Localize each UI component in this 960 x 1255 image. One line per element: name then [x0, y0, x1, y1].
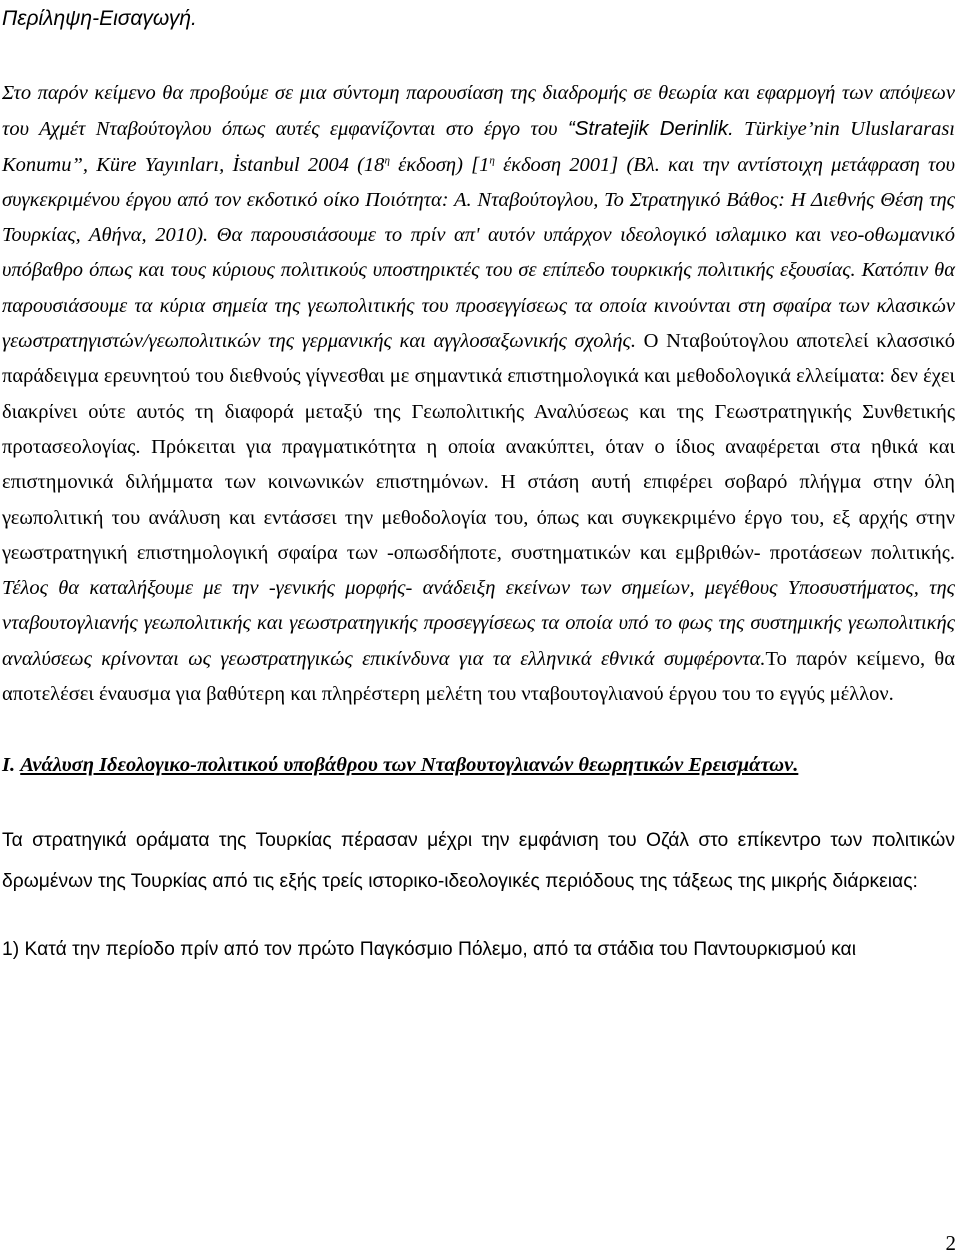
document-page — [2, 0, 955, 965]
intro-sentence-8: Το παρόν κείμενο, θα αποτελέσει έναυσμα για βαθύτερη και πληρέστερη μελέτη του νταβουτογλιανού έργου του το εγγύς μέλλον. — [2, 647, 955, 706]
page-title: Περίληψη-Εισαγωγή. — [2, 7, 197, 30]
intro-sentence-7: Τέλος θα καταλήξουμε με την -γενικής μορφής- ανάδειξη εκείνων των σημείων, μεγέθους Υποσυστήματος, της νταβουτογλιανής γεωπολιτικής και γεωστρατηγικής προσεγγίσεως τα οποία υπό το φως της συστημικής γεωπολιτικής αναλύσεως κρίνονται ως γεωστρατηγικώς επικίνδυνα για τα ελληνικά εθνικά συμφέροντα. — [2, 577, 955, 670]
intro-sentence-2: Θα παρουσιάσουμε το πρίν απ' αυτόν υπάρχον ιδεολογικό ισλαμικο και νεο-οθωμανικό υπόβαθρο όπως και τους κύριους πολιτικούς υποστηρικτές του σε επίπεδο τουρκικής πολιτικής εξουσίας. — [2, 224, 955, 282]
intro-paragraph — [2, 76, 955, 712]
intro-sentence-5: Πρόκειται για πραγματικότητα η οποία ανακύπτει, όταν ο ίδιος αναφέρεται στα ηθικά και επιστημονικά διλήμματα των κοινωνικών επιστημόνων. — [2, 435, 955, 494]
intro-sentence-1: Στο παρόν κείμενο θα προβούμε σε μια σύντομη παρουσίαση της διαδρομής σε θεωρία και εφαρμογή των απόψεων του Αχμέτ Νταβούτογλου όπως αυτές εμφανίζονται στο έργο του — [2, 82, 955, 141]
section-number: I. — [2, 754, 16, 777]
section-title: Ανάλυση Ιδεολογικο-πολιτικού υποβάθρου των Νταβουτογλιανών θεωρητικών Ερεισμάτων. — [20, 754, 799, 777]
intro-sentence-6: Η στάση αυτή επιφέρει σοβαρό πλήγμα στην όλη γεωπολιτική του ανάλυση και εντάσσει την μεθοδολογία του, όπως και συγκεκριμένο έργο του, εξ αρχής στην γεωστρατηγική επιστημολογική σφαίρα των -οπωσδήποτε, συστηματικών και εμβριθών- προτάσεων πολιτικής. — [2, 471, 955, 564]
book-title-turkish-part2: Türkiye’nin Uluslararası Konumu”, Küre Yayınları, İstanbul 2004 (18 — [2, 118, 955, 176]
list-item-1: 1) Κατά την περίοδο πρίν από τον πρώτο Παγκόσμιο Πόλεμο, από τα στάδια του Παντουρκισμού και — [2, 939, 856, 961]
intro-sentence-4: Ο Νταβούτογλου αποτελεί κλασσικό παράδειγμα ερευνητού του διεθνούς γίγνεσθαι με σημαντικά επιστημολογικά και μεθοδολογικά ελλείματα: δεν έχει διακρίνει ούτε αυτός τη διαφορά μεταξύ της Γεωπολιτικής Αναλύσεως και της Γεωστρατηγικής Συνθετικής προτασεολογίας. — [2, 330, 956, 458]
edition-superscript-1: η — [384, 153, 390, 166]
edition-text-1: έκδοση) [1 — [389, 153, 490, 176]
section-heading — [2, 750, 955, 780]
body-paragraph: Τα στρατηγικά οράματα της Τουρκίας πέρασαν μέχρι την εμφάνιση του Οζάλ στο επίκεντρο των πολιτικών δρωμένων της Τουρκίας από τις εξής τρείς ιστορικο-ιδεολογικές περιόδους της τάξεως της μικρής διάρκειας: — [2, 830, 955, 893]
book-title-turkish-part1: “Stratejik Derinlik. — [567, 117, 734, 141]
page-number: 2 — [945, 1231, 956, 1255]
edition-superscript-2: η — [489, 153, 495, 166]
edition-text-2: έκδοση 2001] (Βλ. και την αντίστοιχη μετάφραση του συγκεκριμένου έργου από τον εκδοτικό οίκο Ποιότητα: Α. Νταβούτογλου, Το Στρατηγικό Βάθος: Η Διεθνής Θέση της Τουρκίας, Αθήνα, 2010). — [2, 153, 955, 247]
intro-sentence-3: Κατόπιν θα παρουσιάσουμε τα κύρια σημεία της γεωπολιτικής του προσεγγίσεως τα οποία κινούνται στη σφαίρα των κλασικών γεωστρατηγιστών/γεωπολιτικών της γερμανικής και αγγλοσαξωνικής σχολής. — [2, 259, 956, 353]
